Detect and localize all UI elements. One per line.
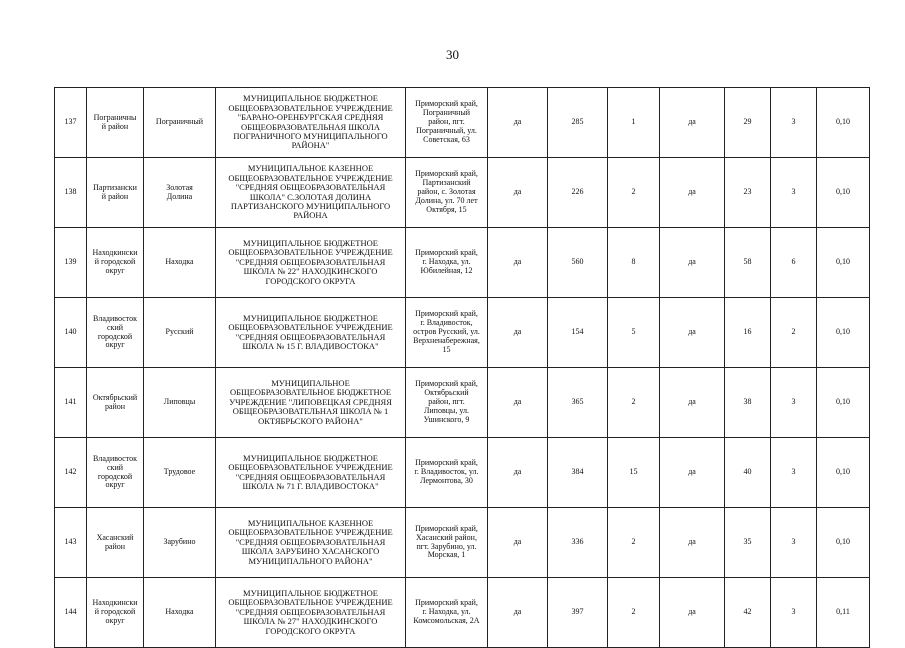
value-cell: 2 — [608, 578, 660, 648]
flag-cell: да — [488, 228, 548, 298]
value-cell: 5 — [608, 298, 660, 368]
row-number: 140 — [55, 298, 87, 368]
value-cell: 384 — [548, 438, 608, 508]
flag-cell: да — [660, 438, 725, 508]
address-cell: Приморский край, г. Находка, ул. Комсомольская, 2А — [406, 578, 488, 648]
address-cell: Приморский край, г. Владивосток, ул. Лермонтова, 30 — [406, 438, 488, 508]
district-cell: Владивосток ский городской округ — [87, 298, 144, 368]
flag-cell: да — [488, 438, 548, 508]
value-cell: 3 — [771, 438, 817, 508]
flag-cell: да — [488, 298, 548, 368]
table-row — [55, 578, 870, 648]
table-row — [55, 438, 870, 508]
flag-cell: да — [660, 508, 725, 578]
flag-cell: да — [660, 578, 725, 648]
district-cell: Партизански й район — [87, 158, 144, 228]
flag-cell: да — [660, 228, 725, 298]
district-cell: Владивосток ский городской округ — [87, 438, 144, 508]
value-cell: 35 — [725, 508, 771, 578]
value-cell: 3 — [771, 88, 817, 158]
flag-cell: да — [660, 368, 725, 438]
value-cell: 397 — [548, 578, 608, 648]
district-cell: Находкински й городской округ — [87, 578, 144, 648]
value-cell: 285 — [548, 88, 608, 158]
value-cell: 336 — [548, 508, 608, 578]
ratio-cell: 0,10 — [817, 158, 870, 228]
organization-cell: МУНИЦИПАЛЬНОЕ БЮДЖЕТНОЕ ОБЩЕОБРАЗОВАТЕЛЬНОЕ УЧРЕЖДЕНИЕ "СРЕДНЯЯ ОБЩЕОБРАЗОВАТЕЛЬНАЯ ШКОЛА № 71 Г. ВЛАДИВОСТОКА" — [216, 438, 406, 508]
locality-cell: Трудовое — [144, 438, 216, 508]
locality-cell: Находка — [144, 578, 216, 648]
ratio-cell: 0,10 — [817, 508, 870, 578]
value-cell: 58 — [725, 228, 771, 298]
address-cell: Приморский край, г. Владивосток, остров Русский, ул. Верхненабережная, 15 — [406, 298, 488, 368]
value-cell: 15 — [608, 438, 660, 508]
row-number: 139 — [55, 228, 87, 298]
school-registry-table — [54, 87, 870, 648]
row-number: 142 — [55, 438, 87, 508]
value-cell: 3 — [771, 508, 817, 578]
row-number: 137 — [55, 88, 87, 158]
ratio-cell: 0,10 — [817, 298, 870, 368]
row-number: 143 — [55, 508, 87, 578]
value-cell: 154 — [548, 298, 608, 368]
table-row — [55, 368, 870, 438]
flag-cell: да — [660, 88, 725, 158]
organization-cell: МУНИЦИПАЛЬНОЕ БЮДЖЕТНОЕ ОБЩЕОБРАЗОВАТЕЛЬНОЕ УЧРЕЖДЕНИЕ "СРЕДНЯЯ ОБЩЕОБРАЗОВАТЕЛЬНАЯ ШКОЛА № 27" НАХОДКИНСКОГО ГОРОДСКОГО ОКРУГА — [216, 578, 406, 648]
flag-cell: да — [660, 298, 725, 368]
locality-cell: Липовцы — [144, 368, 216, 438]
locality-cell: Зарубино — [144, 508, 216, 578]
value-cell: 23 — [725, 158, 771, 228]
table-body — [55, 88, 870, 648]
table-row — [55, 158, 870, 228]
address-cell: Приморский край, Октябрьский район, пгт. Липовцы, ул. Ушинского, 9 — [406, 368, 488, 438]
value-cell: 2 — [608, 508, 660, 578]
value-cell: 8 — [608, 228, 660, 298]
value-cell: 1 — [608, 88, 660, 158]
flag-cell: да — [488, 578, 548, 648]
value-cell: 3 — [771, 578, 817, 648]
ratio-cell: 0,10 — [817, 438, 870, 508]
ratio-cell: 0,10 — [817, 228, 870, 298]
value-cell: 6 — [771, 228, 817, 298]
address-cell: Приморский край, Партизанский район, с. Золотая Долина, ул. 70 лет Октября, 15 — [406, 158, 488, 228]
row-number: 144 — [55, 578, 87, 648]
value-cell: 29 — [725, 88, 771, 158]
value-cell: 38 — [725, 368, 771, 438]
address-cell: Приморский край, Хасанский район, пгт. Зарубино, ул. Морская, 1 — [406, 508, 488, 578]
flag-cell: да — [488, 508, 548, 578]
district-cell: Находкински й городской округ — [87, 228, 144, 298]
flag-cell: да — [488, 158, 548, 228]
organization-cell: МУНИЦИПАЛЬНОЕ ОБЩЕОБРАЗОВАТЕЛЬНОЕ БЮДЖЕТНОЕ УЧРЕЖДЕНИЕ "ЛИПОВЕЦКАЯ СРЕДНЯЯ ОБЩЕОБРАЗОВАТЕЛЬНАЯ ШКОЛА № 1 ОКТЯБРЬСКОГО РАЙОНА" — [216, 368, 406, 438]
value-cell: 365 — [548, 368, 608, 438]
row-number: 141 — [55, 368, 87, 438]
value-cell: 2 — [771, 298, 817, 368]
flag-cell: да — [488, 368, 548, 438]
district-cell: Хасанский район — [87, 508, 144, 578]
flag-cell: да — [488, 88, 548, 158]
organization-cell: МУНИЦИПАЛЬНОЕ КАЗЕННОЕ ОБЩЕОБРАЗОВАТЕЛЬНОЕ УЧРЕЖДЕНИЕ "СРЕДНЯЯ ОБЩЕОБРАЗОВАТЕЛЬНАЯ ШКОЛА" С.ЗОЛОТАЯ ДОЛИНА ПАРТИЗАНСКОГО МУНИЦИПАЛЬНОГО РАЙОНА — [216, 158, 406, 228]
organization-cell: МУНИЦИПАЛЬНОЕ БЮДЖЕТНОЕ ОБЩЕОБРАЗОВАТЕЛЬНОЕ УЧРЕЖДЕНИЕ "БАРАНО-ОРЕНБУРГСКАЯ СРЕДНЯЯ ОБЩЕОБРАЗОВАТЕЛЬНАЯ ШКОЛА ПОГРАНИЧНОГО МУНИЦИПАЛЬНОГО РАЙОНА" — [216, 88, 406, 158]
ratio-cell: 0,11 — [817, 578, 870, 648]
locality-cell: Русский — [144, 298, 216, 368]
value-cell: 2 — [608, 158, 660, 228]
organization-cell: МУНИЦИПАЛЬНОЕ КАЗЕННОЕ ОБЩЕОБРАЗОВАТЕЛЬНОЕ УЧРЕЖДЕНИЕ "СРЕДНЯЯ ОБЩЕОБРАЗОВАТЕЛЬНАЯ ШКОЛА ЗАРУБИНО ХАСАНСКОГО МУНИЦИПАЛЬНОГО РАЙОНА" — [216, 508, 406, 578]
ratio-cell: 0,10 — [817, 88, 870, 158]
ratio-cell: 0,10 — [817, 368, 870, 438]
row-number: 138 — [55, 158, 87, 228]
value-cell: 16 — [725, 298, 771, 368]
locality-cell: Находка — [144, 228, 216, 298]
value-cell: 3 — [771, 368, 817, 438]
page-number: 30 — [446, 47, 459, 62]
organization-cell: МУНИЦИПАЛЬНОЕ БЮДЖЕТНОЕ ОБЩЕОБРАЗОВАТЕЛЬНОЕ УЧРЕЖДЕНИЕ "СРЕДНЯЯ ОБЩЕОБРАЗОВАТЕЛЬНАЯ ШКОЛА № 15 Г. ВЛАДИВОСТОКА" — [216, 298, 406, 368]
flag-cell: да — [660, 158, 725, 228]
table-row — [55, 88, 870, 158]
locality-cell: Пограничный — [144, 88, 216, 158]
district-cell: Пограничны й район — [87, 88, 144, 158]
value-cell: 560 — [548, 228, 608, 298]
organization-cell: МУНИЦИПАЛЬНОЕ БЮДЖЕТНОЕ ОБЩЕОБРАЗОВАТЕЛЬНОЕ УЧРЕЖДЕНИЕ "СРЕДНЯЯ ОБЩЕОБРАЗОВАТЕЛЬНАЯ ШКОЛА № 22" НАХОДКИНСКОГО ГОРОДСКОГО ОКРУГА — [216, 228, 406, 298]
value-cell: 42 — [725, 578, 771, 648]
table-row — [55, 228, 870, 298]
address-cell: Приморский край, г. Находка, ул. Юбилейная, 12 — [406, 228, 488, 298]
address-cell: Приморский край, Пограничный район, пгт. Пограничный, ул. Советская, 63 — [406, 88, 488, 158]
value-cell: 3 — [771, 158, 817, 228]
locality-cell: Золотая Долина — [144, 158, 216, 228]
value-cell: 226 — [548, 158, 608, 228]
table-row — [55, 298, 870, 368]
value-cell: 2 — [608, 368, 660, 438]
value-cell: 40 — [725, 438, 771, 508]
district-cell: Октябрьский район — [87, 368, 144, 438]
table-row — [55, 508, 870, 578]
